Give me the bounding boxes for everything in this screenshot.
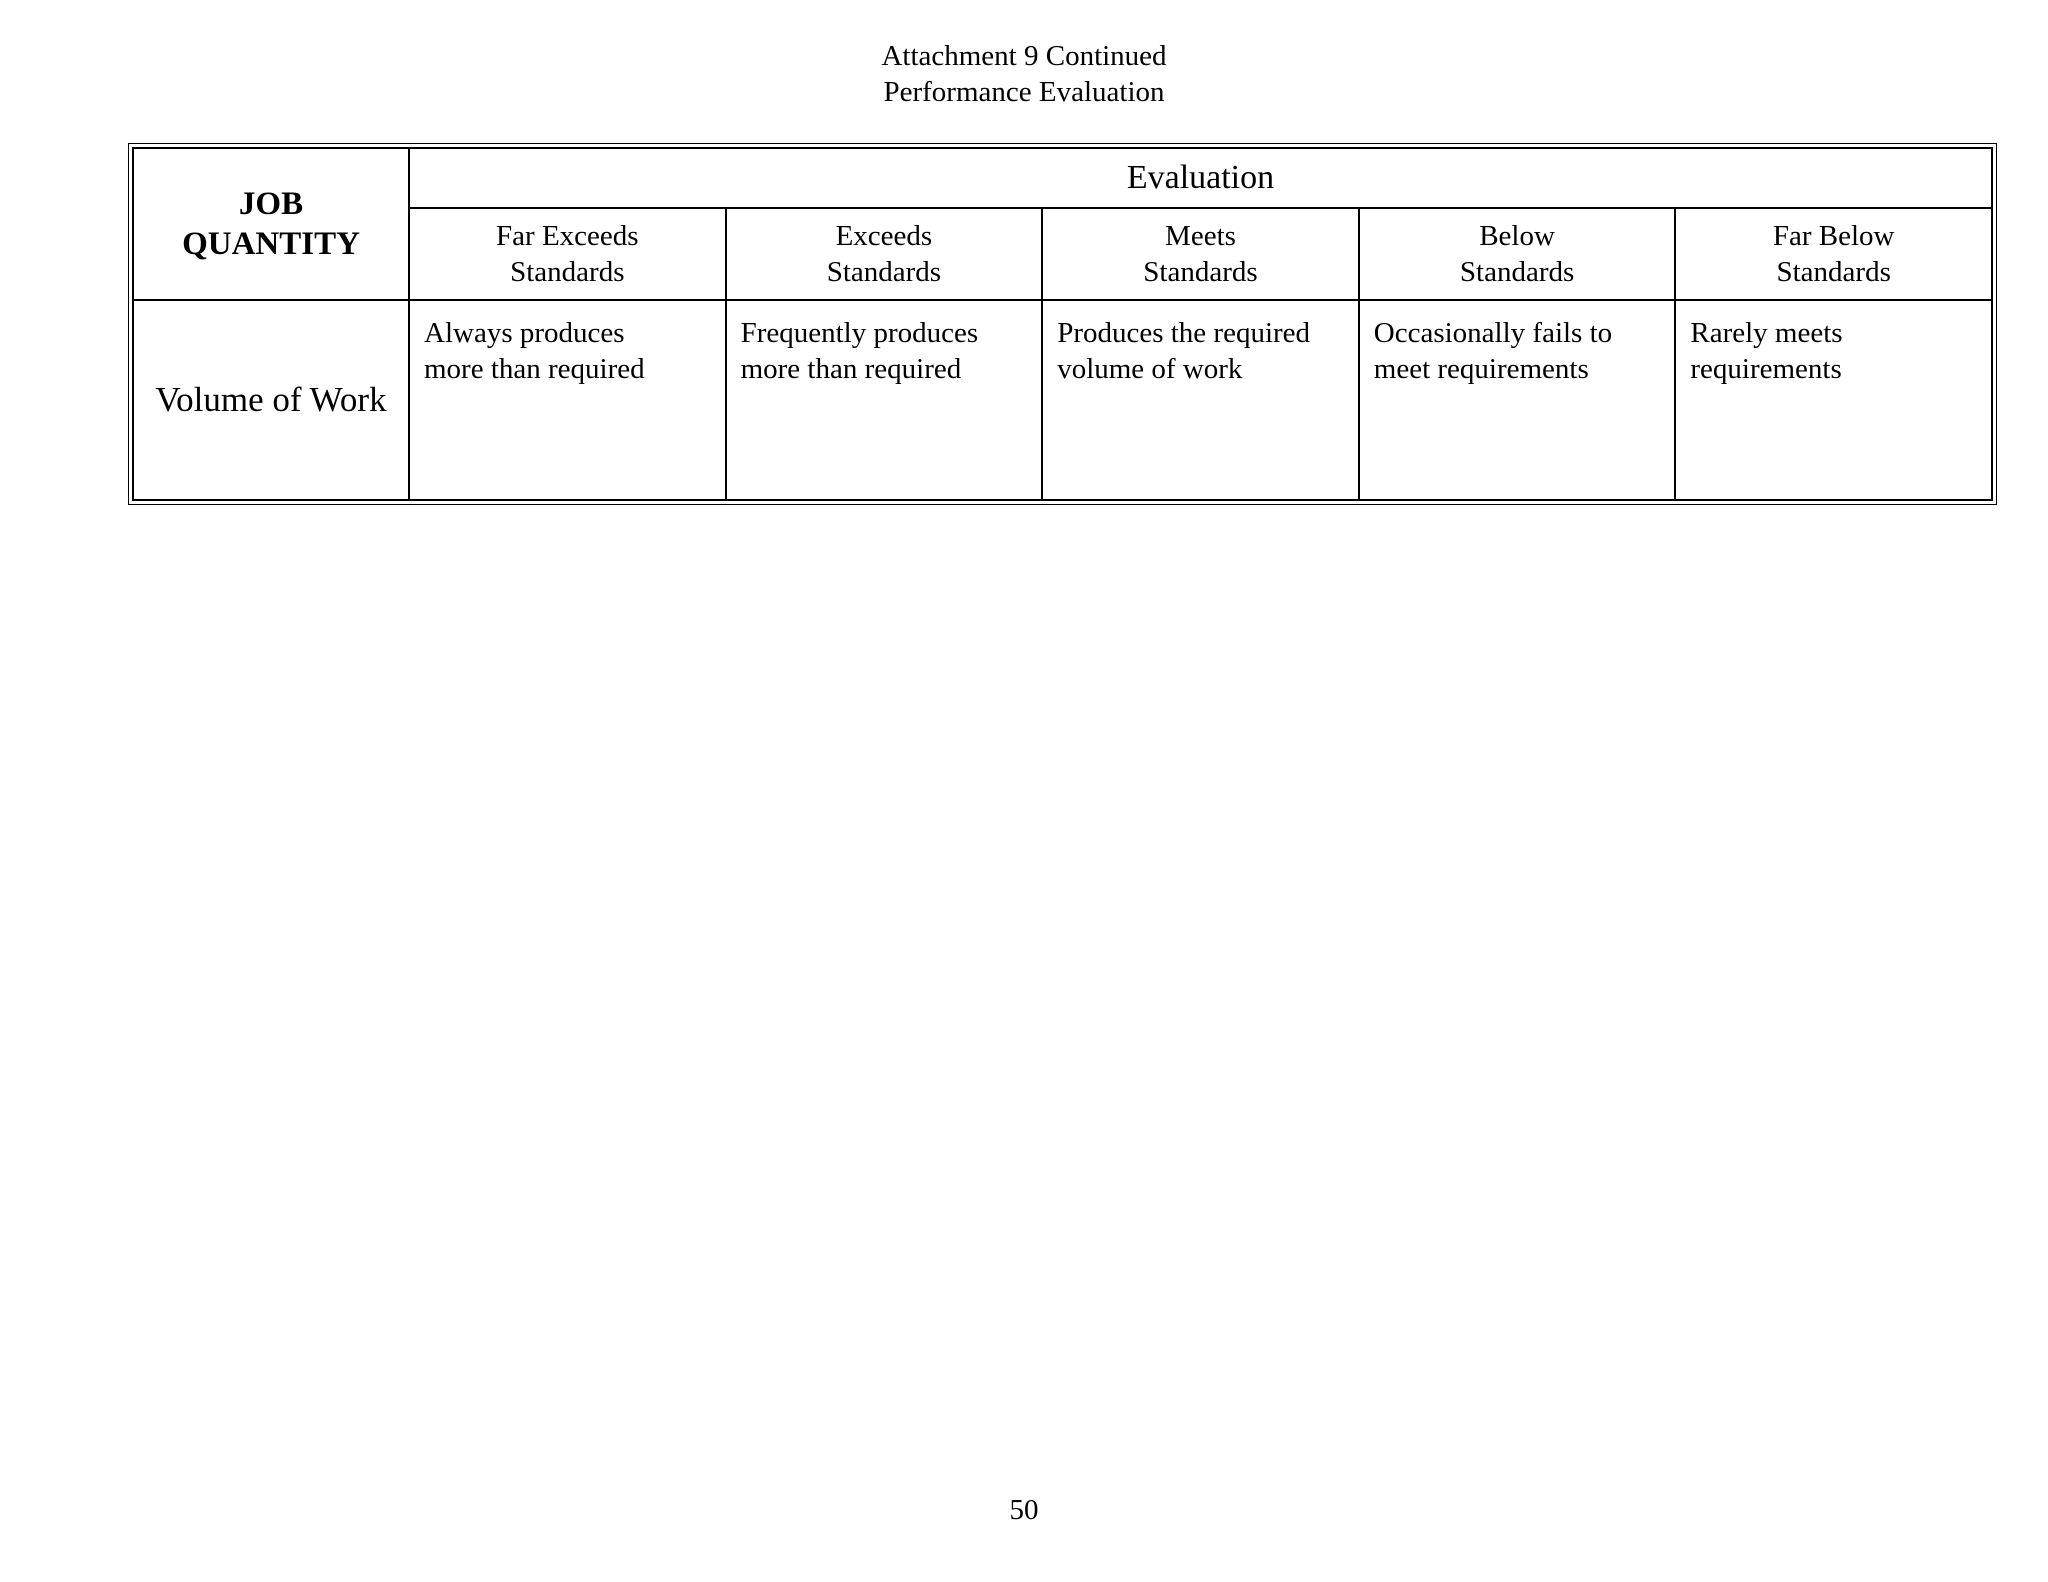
job-quantity-heading: JOB QUANTITY [133,148,409,300]
description-far-exceeds: Always produces more than required [409,300,726,500]
description-meets: Produces the required volume of work [1042,300,1359,500]
page-number: 50 [1009,1494,1039,1526]
document-title: Performance Evaluation [883,76,1165,108]
levels-header-row [133,208,1992,300]
level-far-below: Far Below Standards [1675,208,1992,300]
level-exceeds: Exceeds Standards [726,208,1043,300]
level-far-exceeds: Far Exceeds Standards [409,208,726,300]
criterion-volume-of-work: Volume of Work [133,300,409,500]
evaluation-table-frame [128,143,1997,505]
description-below: Occasionally fails to meet requirements [1359,300,1676,500]
table-header-row [133,148,1992,208]
level-below: Below Standards [1359,208,1676,300]
description-exceeds: Frequently produces more than required [726,300,1043,500]
evaluation-table [132,147,1993,501]
document-header [0,38,2048,110]
attachment-title: Attachment 9 Continued [881,40,1167,72]
description-far-below: Rarely meets requirements [1675,300,1992,500]
table-row [133,300,1992,500]
evaluation-heading: Evaluation [409,148,1992,208]
level-meets: Meets Standards [1042,208,1359,300]
